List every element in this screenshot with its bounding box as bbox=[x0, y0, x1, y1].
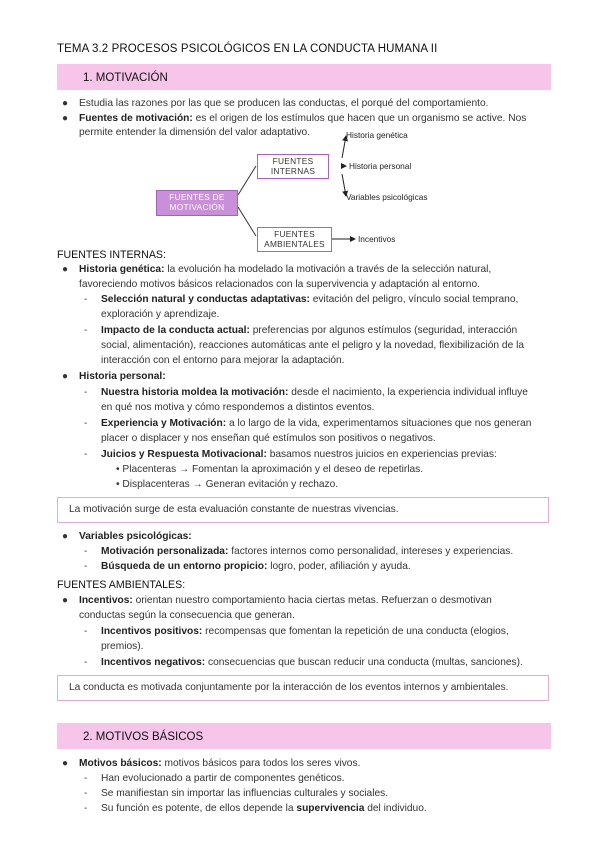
historia-personal-item: Historia personal: bbox=[79, 371, 166, 382]
connector-line bbox=[238, 207, 256, 236]
dash-icon: - bbox=[84, 773, 88, 784]
dash-icon: - bbox=[84, 788, 88, 799]
historia-moldea-cont: en qué nos motiva y cómo respondemos a distintos eventos. bbox=[101, 402, 375, 413]
dash-icon: - bbox=[84, 803, 88, 814]
motivos-dash-1: Han evolucionado a partir de componentes genéticos. bbox=[101, 773, 345, 784]
seleccion-natural-item: Selección natural y conductas adaptativas: evitación del peligro, vínculo social temprano, bbox=[101, 294, 519, 305]
historia-genetica-item: Historia genética: la evolución ha modelado la motivación a través de la selección natural, bbox=[79, 264, 492, 275]
callout-motivacion-evaluacion: La motivación surge de esta evaluación constante de nuestras vivencias. bbox=[57, 497, 549, 523]
impacto-conducta-item: Impacto de la conducta actual: preferencias por algunos estímulos (seguridad, interacción bbox=[101, 325, 518, 336]
bullet-icon: ● bbox=[62, 98, 69, 109]
experiencia-motivacion-item: Experiencia y Motivación: a lo largo de la vida, experimentamos situaciones que nos generan bbox=[101, 418, 532, 429]
fuentes-bullet: Fuentes de motivación: es el origen de los estímulos que hacen que un organismo se active. Nos bbox=[79, 113, 527, 124]
diagram-label-historia-genetica: Historia genética bbox=[346, 130, 408, 140]
dash-icon: - bbox=[84, 418, 88, 429]
fuentes-ambientales-heading: FUENTES AMBIENTALES: bbox=[57, 579, 186, 591]
motivacion-personalizada-item: Motivación personalizada: factores internos como personalidad, intereses y experiencias. bbox=[101, 546, 514, 557]
busqueda-entorno-item: Búsqueda de un entorno propicio: logro, poder, afiliación y ayuda. bbox=[101, 561, 411, 572]
diagram-label-historia-personal: Historia personal bbox=[349, 161, 412, 171]
bullet-icon: ● bbox=[62, 531, 69, 542]
bullet-icon: ● bbox=[62, 758, 69, 769]
section-header-motivos-basicos bbox=[57, 723, 551, 749]
incentivos-positivos-cont: premios). bbox=[101, 641, 144, 652]
incentivos-negativos-item: Incentivos negativos: consecuencias que buscan reducir una conducta (multas, sanciones). bbox=[101, 657, 523, 668]
impacto-conducta-cont2: interacción con el entorno para mejorar la adaptación. bbox=[101, 355, 345, 366]
section-title: 1. MOTIVACIÓN bbox=[83, 72, 168, 84]
callout-conducta-interaccion: La conducta es motivada conjuntamente por la interacción de los eventos internos y ambientales. bbox=[57, 675, 549, 701]
seleccion-natural-cont: exploración y aprendizaje. bbox=[101, 309, 220, 320]
experiencia-motivacion-cont: placer o displacer y nos enseñan qué estímulos son positivos o negativos. bbox=[101, 433, 436, 444]
motivos-basicos-item: Motivos básicos: motivos básicos para todos los seres vivos. bbox=[79, 758, 361, 769]
historia-genetica-cont: favoreciendo motivos básicos relacionados con la supervivencia y adaptación al entorno. bbox=[79, 279, 480, 290]
bullet-icon: ● bbox=[62, 595, 69, 606]
dash-icon: - bbox=[84, 325, 88, 336]
fuentes-bullet-cont: permite entender la dimensión del valor adaptativo. bbox=[79, 127, 311, 138]
dash-icon: - bbox=[84, 294, 88, 305]
dash-icon: - bbox=[84, 561, 88, 572]
historia-moldea-item: Nuestra historia moldea la motivación: desde el nacimiento, la experiencia individual influye bbox=[101, 387, 528, 398]
juicios-respuesta-item: Juicios y Respuesta Motivacional: basamos nuestros juicios en experiencias previas: bbox=[101, 449, 497, 460]
motivos-dash-3: Su función es potente, de ellos depende la supervivencia del individuo. bbox=[101, 803, 427, 814]
dash-icon: - bbox=[84, 387, 88, 398]
intro-bullet-text: Estudia las razones por las que se producen las conductas, el porqué del comportamiento. bbox=[79, 98, 489, 109]
variables-psicologicas-item: Variables psicológicas: bbox=[79, 531, 192, 542]
dash-icon: - bbox=[84, 657, 88, 668]
bullet-icon: ● bbox=[62, 113, 69, 124]
diagram-label-incentivos: Incentivos bbox=[358, 234, 396, 244]
document-title: TEMA 3.2 PROCESOS PSICOLÓGICOS EN LA CONDUCTA HUMANA II bbox=[57, 43, 438, 55]
diagram-ambientales-box: FUENTES AMBIENTALES bbox=[257, 227, 332, 252]
section-title: 2. MOTIVOS BÁSICOS bbox=[83, 731, 204, 743]
diagram-main-box: FUENTES DE MOTIVACIÓN bbox=[156, 190, 238, 216]
dash-icon: - bbox=[84, 626, 88, 637]
diagram-label-variables-psicologicas: Variables psicológicas bbox=[346, 192, 428, 202]
fuentes-internas-heading: FUENTES INTERNAS: bbox=[57, 249, 166, 261]
section-header-motivacion bbox=[57, 64, 551, 90]
incentivos-positivos-item: Incentivos positivos: recompensas que fomentan la repetición de una conducta (elogios, bbox=[101, 626, 509, 637]
bullet-icon: ● bbox=[62, 264, 69, 275]
incentivos-cont: conductas según la consecuencia que generan. bbox=[79, 610, 295, 621]
juicios-sub-placenteras: • Placenteras → Fomentan la aproximación y el deseo de repetirlas. bbox=[116, 464, 424, 475]
bullet-icon: ● bbox=[62, 371, 69, 382]
incentivos-item: Incentivos: orientan nuestro comportamiento hacia ciertas metas. Refuerzan o desmotivan bbox=[79, 595, 492, 606]
dash-icon: - bbox=[84, 546, 88, 557]
dash-icon: - bbox=[84, 449, 88, 460]
motivation-sources-diagram bbox=[150, 128, 440, 256]
diagram-internas-box: FUENTES INTERNAS bbox=[257, 154, 329, 179]
impacto-conducta-cont: social, alimentación), reacciones automáticas ante el peligro y la novedad, flexibilización de la bbox=[101, 340, 525, 351]
connector-line bbox=[238, 166, 256, 195]
juicios-sub-displacenteras: • Displacenteras → Generan evitación y rechazo. bbox=[116, 479, 339, 490]
motivos-dash-2: Se manifiestan sin importar las influencias culturales y sociales. bbox=[101, 788, 389, 799]
